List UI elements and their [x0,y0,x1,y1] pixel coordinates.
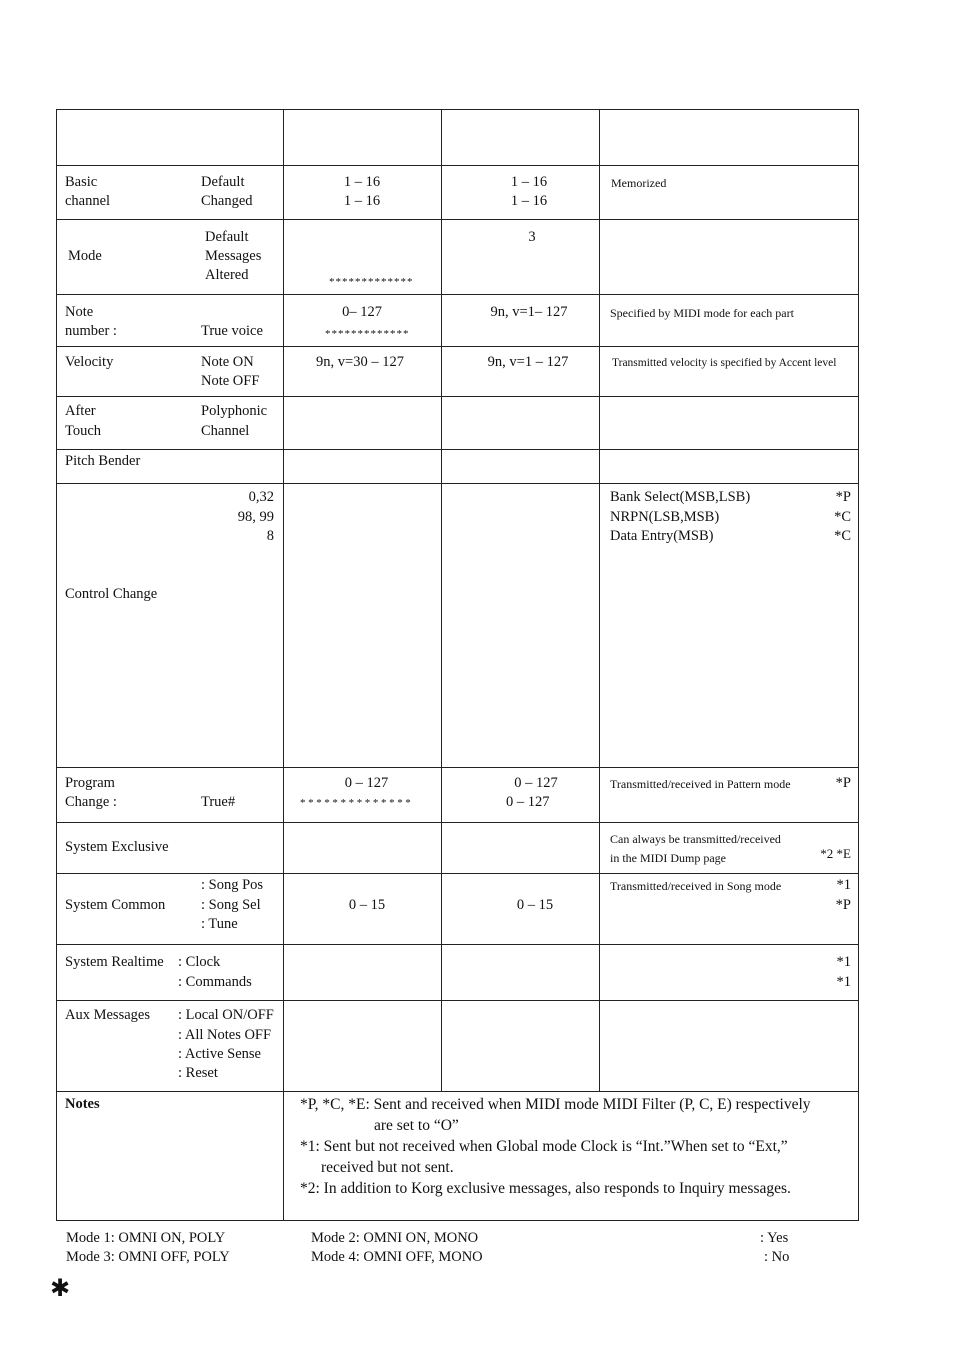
mode-sub: Altered [205,267,249,283]
system-exclusive-mark: *2 *E [820,846,851,861]
system-common-mark: *1 [836,877,851,893]
notes-line: *1: Sent but not received when Global mode Clock is “Int.”When set to “Ext,” [300,1138,788,1155]
velocity-remark: Transmitted velocity is specified by Accent level [612,357,837,369]
system-common-sub: : Song Pos [201,877,264,893]
velocity-label: Velocity [65,354,114,370]
program-change-mark: *P [835,775,851,791]
control-change-remark: Data Entry(MSB) [610,528,714,544]
control-change-number: 8 [266,528,274,544]
system-common-remark: Transmitted/received in Song mode [610,879,782,893]
basic-channel-sub: Changed [201,193,253,209]
system-realtime-sub: : Clock [178,954,221,970]
basic-channel-sub: Default [201,174,245,190]
program-change-transmitted: 0 – 127 [344,775,389,791]
aux-messages-sub: : Active Sense [178,1046,261,1062]
velocity-recognized: 9n, v=1 – 127 [487,354,569,370]
control-change-mark: *C [834,509,851,525]
system-realtime-label: System Realtime [65,954,164,970]
row-divider [56,346,859,347]
legend-mode-3: Mode 3: OMNI OFF, POLY [66,1249,230,1265]
asterisk-mark: ✱ [50,1274,71,1302]
system-common-recognized: 0 – 15 [516,897,554,913]
mode-transmitted-dots: ************* [329,276,414,288]
velocity-sub: Note ON [201,354,254,370]
row-divider [56,294,859,295]
program-change-recognized: 0 – 127 [514,775,558,791]
legend-yes: : Yes [760,1230,789,1246]
row-divider [56,1000,859,1001]
after-touch-label: After [65,403,96,419]
column-divider [283,109,284,1221]
row-divider [56,822,859,823]
note-number-transmitted-dots: ************* [325,328,410,340]
control-change-number: 0,32 [248,489,274,505]
mode-label: Mode [68,248,102,264]
after-touch-sub: Polyphonic [201,403,268,419]
row-divider [56,396,859,397]
system-common-mark: *P [835,897,851,913]
basic-channel-recognized: 1 – 16 [510,174,548,190]
aux-messages-sub: : Local ON/OFF [178,1007,274,1023]
pitch-bender-label: Pitch Bender [65,453,141,469]
control-change-label: Control Change [65,586,158,602]
mode-sub: Messages [205,248,262,264]
row-divider [56,219,859,220]
basic-channel-transmitted: 1 – 16 [343,193,381,209]
notes-label: Notes [65,1096,100,1112]
after-touch-sub: Channel [201,423,250,439]
note-number-recognized: 9n, v=1– 127 [490,304,568,320]
notes-line: *2: In addition to Korg exclusive messages, also responds to Inquiry messages. [300,1180,791,1197]
program-change-label: Program [65,775,115,791]
note-number-label: Note [65,304,94,320]
program-change-transmitted-dots: ************** [300,797,414,809]
system-realtime-sub: : Commands [178,974,252,990]
row-divider [56,1091,859,1092]
aux-messages-sub: : All Notes OFF [178,1027,272,1043]
basic-channel-label: Basic [65,174,98,190]
program-change-remark: Transmitted/received in Pattern mode [610,777,791,791]
control-change-remark: NRPN(LSB,MSB) [610,509,720,525]
after-touch-label: Touch [65,423,102,439]
basic-channel-transmitted: 1 – 16 [343,174,381,190]
control-change-number: 98, 99 [237,509,274,525]
system-realtime-mark: *1 [836,954,851,970]
legend-mode-1: Mode 1: OMNI ON, POLY [66,1230,226,1246]
system-exclusive-label: System Exclusive [65,839,169,855]
row-divider [56,449,859,450]
velocity-sub: Note OFF [201,373,260,389]
system-exclusive-remark: in the MIDI Dump page [610,851,726,865]
control-change-mark: *P [835,489,851,505]
notes-line: received but not sent. [321,1159,454,1176]
program-change-sub: True# [201,794,236,810]
system-common-sub: : Song Sel [201,897,261,913]
program-change-recognized: 0 – 127 [506,794,550,810]
mode-sub: Default [205,229,249,245]
aux-messages-sub: : Reset [178,1065,218,1081]
program-change-label: Change : [65,794,117,810]
row-divider [56,944,859,945]
note-number-label: number : [65,323,117,339]
system-exclusive-remark: Can always be transmitted/received [610,832,781,846]
control-change-remark: Bank Select(MSB,LSB) [610,489,751,505]
legend-no: : No [764,1249,790,1265]
system-common-sub: : Tune [201,916,238,932]
note-number-transmitted: 0– 127 [342,304,382,320]
control-change-mark: *C [834,528,851,544]
midi-implementation-table [56,109,859,1221]
system-realtime-mark: *1 [836,974,851,990]
system-common-transmitted: 0 – 15 [348,897,386,913]
header-divider [56,165,859,166]
velocity-transmitted: 9n, v=30 – 127 [316,354,404,370]
notes-line: *P, *C, *E: Sent and received when MIDI mode MIDI Filter (P, C, E) respectively [300,1096,811,1113]
row-divider [56,767,859,768]
row-divider [56,483,859,484]
legend-mode-2: Mode 2: OMNI ON, MONO [311,1230,479,1246]
note-number-sub: True voice [201,323,263,339]
row-divider [56,873,859,874]
system-common-label: System Common [65,897,166,913]
legend-mode-4: Mode 4: OMNI OFF, MONO [311,1249,483,1265]
mode-recognized: 3 [528,229,536,245]
note-number-remark: Specified by MIDI mode for each part [610,306,794,320]
basic-channel-label: channel [65,193,111,209]
aux-messages-label: Aux Messages [65,1007,150,1023]
basic-channel-recognized: 1 – 16 [510,193,548,209]
basic-channel-remark: Memorized [611,176,667,190]
notes-line: are set to “O” [374,1117,459,1134]
